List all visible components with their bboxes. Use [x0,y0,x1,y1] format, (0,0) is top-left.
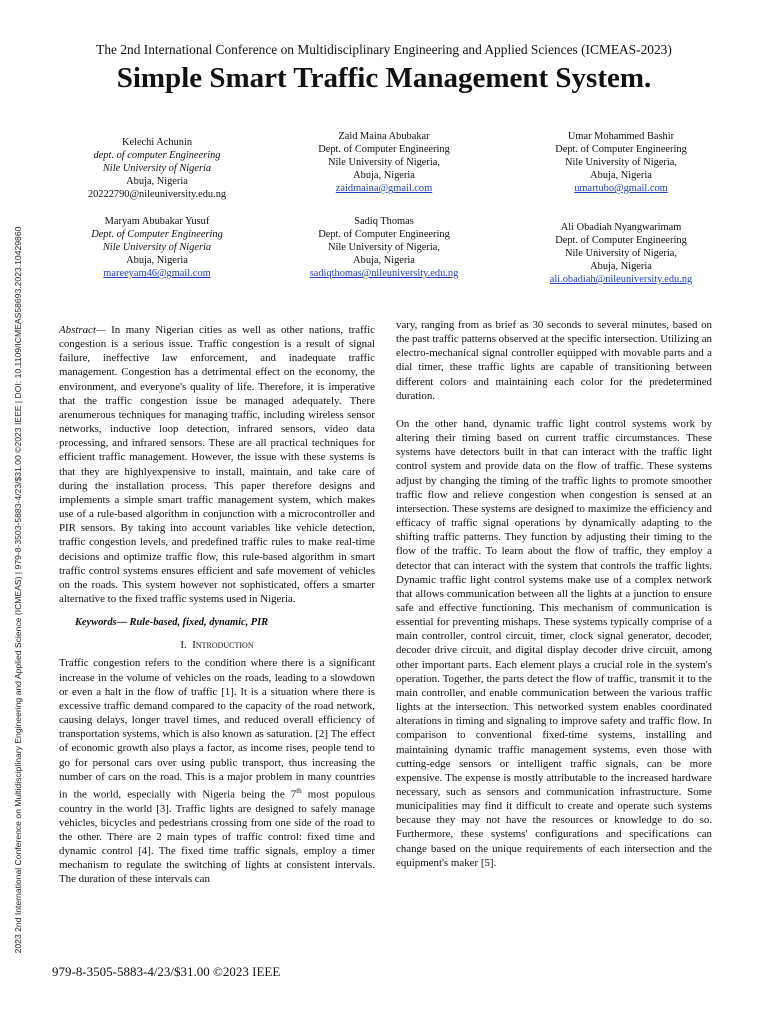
section-heading [59,638,375,652]
abstract-text: In many Nigerian cities as well as other nations, traffic congestion is a serious issue. Traffic congestion is a result of signal failure, ineffective law enforcement, and inadequate traffic management. Congestion has a detrimental effect on the economy, the environment, and everyone's quality of life. Therefore, it is imperative that the traffic congestion issue be managed adequately. There arenumerous techniques for managing traffic, including wireless sensor networks, inductive loop detection, infrared sensors, video data processing, and infrared sensors. These are all practical techniques for efficient traffic management. However, the issue with these systems is that they are highlyexpensive to install, maintain, and take care of during the installation process. This paper therefore designs and implements a simple smart traffic management system, which makes use of a rule-based algorithm in conjunction with a microcontroller and PIR sensors. By taking into account variables like vehicle detection, traffic congestion levels, and predefined traffic rules to make real-time decisions and optimize traffic flow, this rule-based algorithm in smart traffic control systems ensures efficient and safe movement of vehicles on the roads. This system however not sophisticated, offers a smarter alternative to the fixed traffic systems used in Nigeria. [59,324,375,605]
author-block-3 [516,130,726,195]
right-paragraph-2: On the other hand, dynamic traffic light control systems work by altering their timing based on current traffic circumstances. These systems have detectors built in that can interact with the traffic light control system and provide data on the flow of traffic. These systems adjust by changing the timing of the traffic lights to promote smoother traffic flow and relieve congestion when congestion is sensed at an intersection. These systems are designed to maximize the efficiency and efficacy of traffic signal operations by dynamically adapting to the shifting traffic patterns. They function by adjusting their timing to the flow of the traffic. To learn about the flow of traffic, they employ a detector that can interact with the system that controls the traffic lights. Dynamic traffic light control systems make use of a complex network that allows communication between all the lights at a junction to ensure safe and effective functioning. This mechanism of communication is essential for preventing mishaps. These systems typically comprise of a main controller, control circuit, timer, clock signal generator, decoder, decoder drive circuit, and digital display decoder drive circuit, among other important parts. Each element plays a crucial role in the system's operation. Together, the parts detect the flow of traffic, transmit it to the main controller, and enable communication between the various traffic lights at the intersection. This networked system enables coordinated alterations in timing and signaling to improve safety and traffic flow. In comparison to conventional fixed-time systems, installing and maintaining dynamic traffic management systems, even those with cutting-edge sensors or intelligent traffic signals, can be more expensive. The expense is mostly attributable to the increased hardware necessary, such as sensors and communication infrastructure. Some municipalities may find it difficult to create and operate such systems because they may not have the resources or knowledge to do so. Furthermore, these systems' configurations and specifications can change based on the unique requirements of each intersection and the equipment's maker [5]. [396,417,712,869]
author-dept: dept. of computer Engineering [93,150,221,161]
author-block-2 [279,130,489,195]
author-org: Nile University of Nigeria, [328,242,440,253]
section-number: I. [180,639,187,652]
author-dept: Dept. of Computer Engineering [318,229,450,240]
paper-title: Simple Smart Traffic Management System. [116,62,652,94]
intro-paragraph [59,656,375,886]
author-name: Maryam Abubakar Yusuf [104,216,210,227]
author-dept: Dept. of Computer Engineering [318,144,450,155]
author-org: Nile University of Nigeria [102,242,212,253]
author-block-5 [266,215,502,280]
section-title: Introduction [192,639,254,652]
author-dept: Dept. of Computer Engineering [91,229,223,240]
author-email[interactable]: umartubo@gmail.com [574,183,668,194]
conference-header: The 2nd International Conference on Multidisciplinary Engineering and Applied Sciences (ICMEAS-2023) [96,42,672,57]
author-city: Abuja, Nigeria [590,261,652,272]
keywords: Keywords— Rule-based, fixed, dynamic, PIR [75,617,269,629]
author-city: Abuja, Nigeria [590,170,652,181]
author-email[interactable]: sadiqthomas@nileuniversity.edu.ng [309,268,459,279]
author-email[interactable]: zaidmaina@gmail.com [335,183,433,194]
author-city: Abuja, Nigeria [353,170,415,181]
author-block-4 [52,215,262,280]
author-name: Zaid Maina Abubakar [338,131,430,142]
doi-sidebar-text: 2023 2nd International Conference on Multidisciplinary Engineering and Applied Science (ICMEAS) | 979-8-3503-5883-4/23/$31.00 ©2023 IEEE | DOI: 10.1109/ICMEAS58693.2023.10429860 [13,226,23,954]
copyright-footer: 979-8-3505-5883-4/23/$31.00 ©2023 IEEE [52,964,281,979]
author-org: Nile University of Nigeria, [328,157,440,168]
author-dept: Dept. of Computer Engineering [555,235,687,246]
author-email[interactable]: mareeyam46@gmail.com [103,268,211,279]
right-paragraph-1: vary, ranging from as brief as 30 seconds to several minutes, based on the past traffic patterns observed at the specific intersection. Utilizing an electro-mechanical signal controller equipped with movable parts and a dial timer, these traffic lights are capable of transitioning between different colors and maintaining each color for the predetermined duration. [396,319,712,402]
author-city: Abuja, Nigeria [126,255,188,266]
author-name: Ali Obadiah Nyangwarimam [560,222,682,233]
author-name: Kelechi Achunin [121,137,193,148]
author-name: Umar Mohammed Bashir [567,131,675,142]
author-org: Nile University of Nigeria [102,163,212,174]
intro-text-b: most populous country in the world [3]. Traffic lights are designed to safely manage vehicles, bicycles and pedestrians crossing from one side of the road to the other. There are 2 main types of traffic control: fixed time and dynamic control [4]. The fixed time traffic signals, employ a timer mechanism to regulate the switching of lights at consistent intervals. The duration of these intervals can [59,788,375,886]
author-email[interactable]: 20222790@nileuniversity.edu.ng [87,189,227,200]
abstract [59,323,375,606]
author-org: Nile University of Nigeria, [565,157,677,168]
author-org: Nile University of Nigeria, [565,248,677,259]
abstract-label: Abstract— [59,324,106,336]
right-column [396,318,712,870]
author-email[interactable]: ali.obadiah@nileuniversity.edu.ng [549,274,693,285]
author-block-1 [52,136,262,201]
intro-superscript: th [296,786,302,795]
author-dept: Dept. of Computer Engineering [555,144,687,155]
author-city: Abuja, Nigeria [353,255,415,266]
author-city: Abuja, Nigeria [126,176,188,187]
author-block-6 [511,221,731,286]
left-column [59,323,375,887]
intro-text-a: Traffic congestion refers to the condition where there is a significant increase in the volume of vehicles on the roads, leading to a slowdown or even a halt in the flow of traffic [1]. It is a situation where there is excessive traffic demand compared to the capacity of the road network, causing delays, longer travel times, and reduced overall efficiency of transportation systems, which is also known as saturation. [2] The effect of economic growth also plays a factor, as income rises, people tend to go for personal cars over using public transport, thus increasing the number of cars on the road. This is a major problem in many countries in the world, especially with Nigeria being the 7 [59,657,375,801]
author-name: Sadiq Thomas [354,216,414,227]
doi-sidebar [9,200,27,980]
